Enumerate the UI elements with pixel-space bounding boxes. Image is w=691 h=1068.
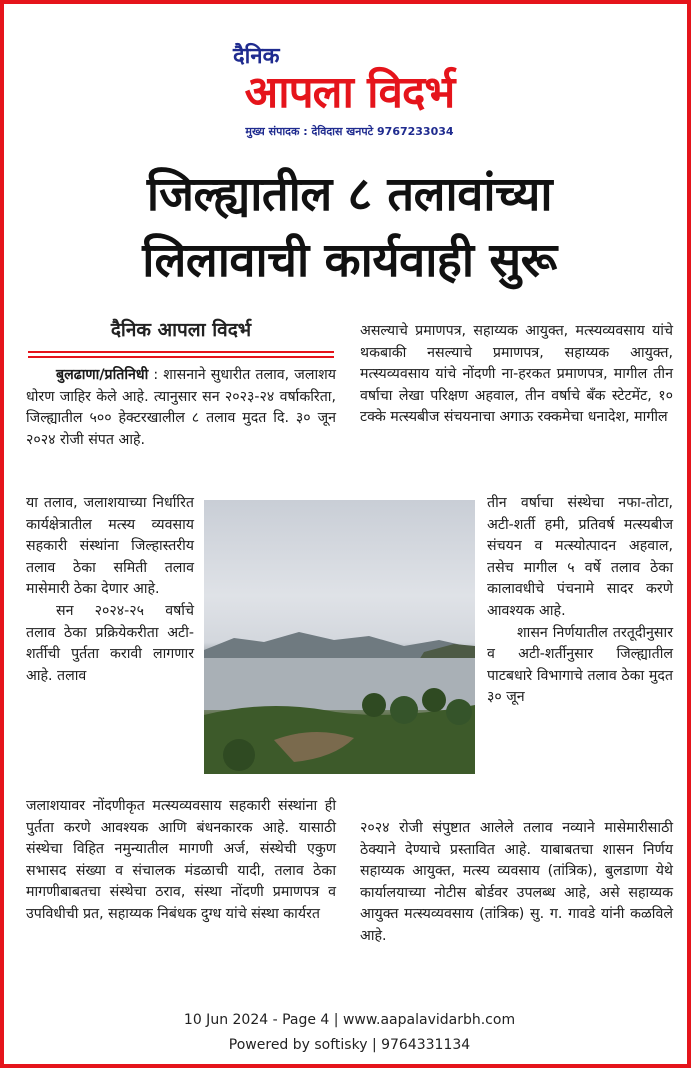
right-column-bottom: [360, 818, 673, 948]
photo-illustration: [204, 500, 475, 774]
right-mid-paragraph-2: शासन निर्णयातील तरतूदीनुसार व अटी-शर्तीनुसार जिल्ह्यातील पाटबधारे विभागाचे तलाव ठेका मुदत ३० जून: [487, 624, 673, 706]
left-mid-paragraph-1: या तलाव, जलाशयाच्या निर्धारित कार्यक्षेत्रातील मत्स्य व्यवसाय सहकारी संस्थांना जिल्हास्तरीय तलाव ठेका समिती तलाव मासेमारी ठेका देणार आहे.: [26, 495, 194, 598]
chief-editor-line: मुख्य संपादक : देविदास खनपटे 9767233034: [245, 125, 454, 138]
left-mid-paragraph-2: सन २०२४-२५ वर्षाचे तलाव ठेका प्रक्रियेकरीता अटी-शर्तीची पुर्तता करावी लागणार आहे. तलाव: [26, 602, 194, 684]
article-headline: [18, 162, 681, 294]
left-column-top: [26, 365, 336, 451]
footer-powered-by: Powered by softisky | 9764331134: [228, 1037, 471, 1053]
left-bottom-text: जलाशयावर नोंदणीकृत मत्स्यव्यवसाय सहकारी संस्थांना ही पुर्तता करणे आवश्यक आणि बंधनकारक आहे. यासाठी संस्थेचा विहित नमुन्यातील मागणी अर्ज, संस्थेची एकुण सभासद संख्या व संचालक मंडळाची यादी, तलाव ठेका मागणीबाबतचा संस्थेचा ठराव, संस्था नोंदणी प्रमाणपत्र व उपविधीची प्रत, सहाय्यक निबंधक दुग्ध यांचे संस्था कार्यरत: [26, 798, 336, 922]
left-top-text: : शासनाने सुधारीत तलाव, जलाशय धोरण जाहिर केले आहे. त्यानुसार सन २०२३-२४ वर्षाकरिता, जिल्ह्यातील ५०० हेक्टरखालील ८ तलाव मुदत दि. ३० जून २०२४ रोजी संपत आहे.: [26, 367, 337, 448]
byline-rule-top: [28, 351, 334, 353]
byline-rule-bottom: [28, 356, 334, 358]
right-column-middle: [487, 493, 673, 709]
masthead: [4, 44, 691, 144]
left-column-middle: [26, 493, 194, 687]
right-bottom-text: २०२४ रोजी संपुष्टात आलेले तलाव नव्याने मासेमारीसाठी ठेक्याने देण्याचे प्रस्तावित आहे. याबाबतचा शासन निर्णय सहाय्यक आयुक्त, मत्स्य व्यवसाय (तांत्रिक), बुलडाणा येथे कार्यालयाच्या नोटीस बोर्डवर उपलब्ध आहे, असे सहाय्यक आयुक्त मत्स्यव्यवसाय (तांत्रिक) सु. ग. गावडे यांनी कळविले आहे.: [360, 820, 673, 944]
right-top-text: असल्याचे प्रमाणपत्र, सहाय्यक आयुक्त, मत्स्यव्यवसाय यांचे थकबाकी नसल्याचे प्रमाणपत्र, सहाय्यक आयुक्त, मत्स्यव्यवसाय यांचे नोंदणी ना-हरकत प्रमाणपत्र, मागील तीन वर्षाचा लेखा परिक्षण अहवाल, तीन वर्षाचे बँक स्टेटमेंट, १० टक्के मत्स्यबीज संचयनाचा अगाऊ रक्कमेचा धनादेश, मागील: [360, 323, 673, 426]
right-mid-paragraph-1: तीन वर्षाचा संस्थेचा नफा-तोटा, अटी-शर्ती हमी, प्रतिवर्ष मत्स्यबीज संचयन व मत्स्योत्पादन अहवाल, तसेच मागील ५ वर्षे तलाव ठेका कालावधीचे पंचनामे सादर करणे आवश्यक आहे.: [487, 495, 673, 619]
lake-landscape-photo: [204, 500, 475, 774]
left-column-bottom: [26, 796, 336, 926]
newspaper-name-logo: आपला विदर्भ: [244, 67, 455, 118]
right-column-top: [360, 321, 673, 429]
dateline: बुलढाणा/प्रतिनिधी: [56, 367, 149, 383]
headline-line-1: जिल्ह्यातील ८ तलावांच्या: [146, 167, 553, 222]
masthead-dainik: दैनिक: [233, 44, 280, 69]
footer-date-page: 10 Jun 2024 - Page 4 | www.aapalavidarbh.com: [183, 1012, 516, 1028]
brand-byline: दैनिक आपला विदर्भ: [110, 319, 252, 341]
headline-line-2: लिलावाची कार्यवाही सुरू: [142, 233, 557, 288]
